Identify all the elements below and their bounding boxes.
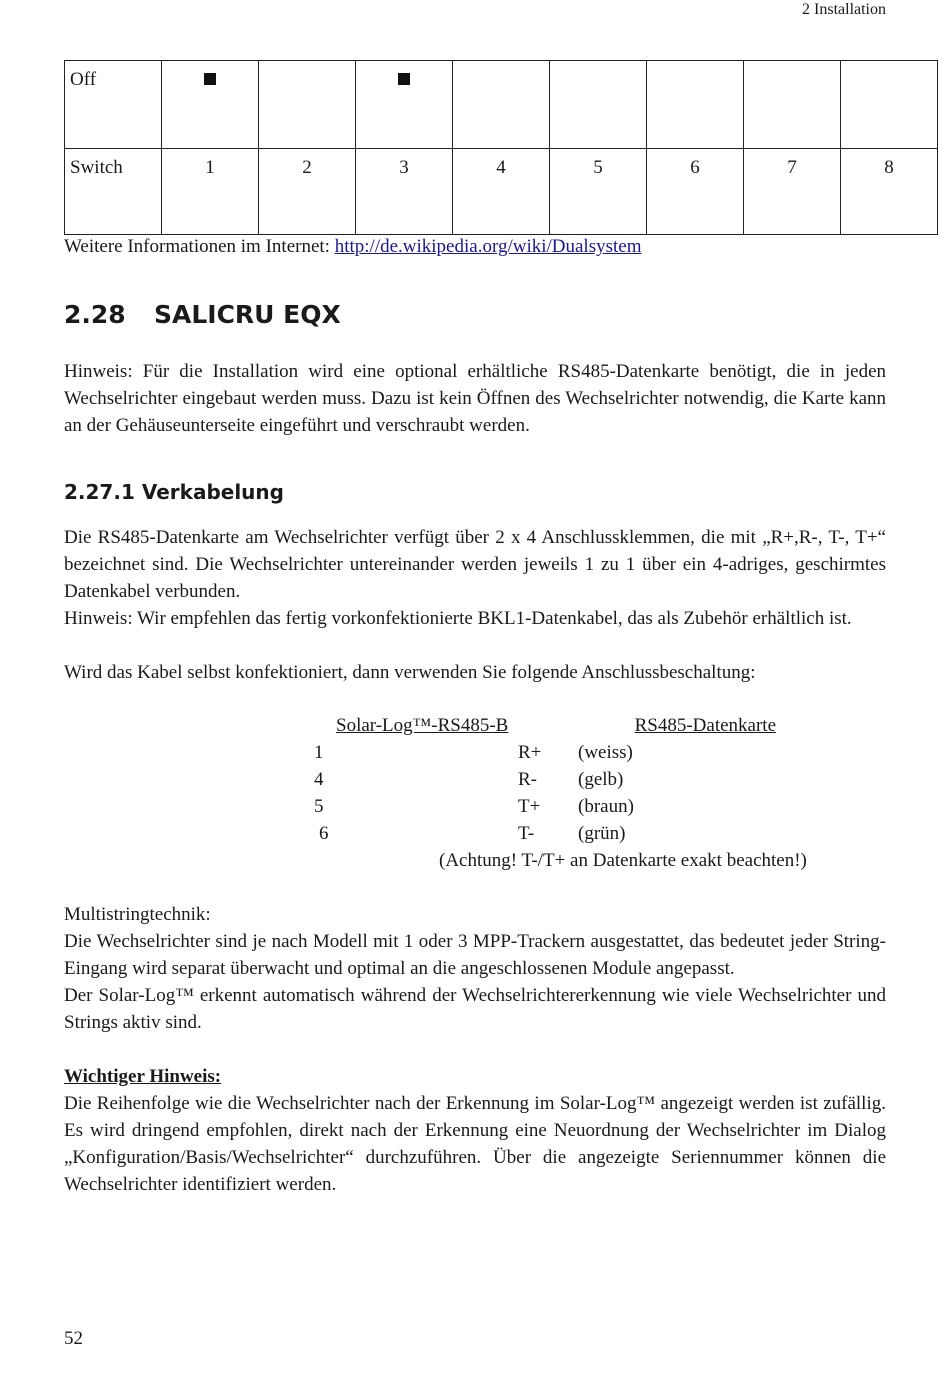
more-info-line	[64, 233, 886, 260]
wikipedia-link[interactable]: http://de.wikipedia.org/wiki/Dualsystem	[334, 236, 642, 257]
off-label: Off	[70, 69, 97, 90]
pinout-pin: 6	[319, 823, 329, 844]
hint-paragraph: Hinweis: Für die Installation wird eine optional erhältliche RS485-Datenkarte benötigt, die in jeden Wechselrichter eingebaut werden muss. Dazu ist kein Öffnen des Wechselrichter notwendig, die Karte kann an der Gehäuseunterseite eingeführt und verschraubt werden.	[64, 361, 886, 436]
subsection-title: Verkabelung	[141, 480, 284, 504]
pinout-head-left: Solar-Log™-RS485-B	[336, 715, 509, 736]
multistring-detection-paragraph: Der Solar-Log™ erkennt automatisch während der Wechselrichtererkennung wie viele Wechselrichter und Strings aktiv sind.	[64, 985, 886, 1033]
off-cell-6	[647, 61, 743, 69]
running-head: 2 Installation	[802, 1, 886, 18]
more-info-prefix: Weitere Informationen im Internet:	[64, 236, 335, 257]
section-number: 2.28	[64, 300, 126, 329]
pinout-signal: T-	[518, 823, 535, 844]
multistring-title: Multistringtechnik:	[64, 904, 211, 925]
pinout-signal: R-	[518, 769, 537, 790]
multistring-paragraph: Die Wechselrichter sind je nach Modell mit 1 oder 3 MPP-Trackern ausgestattet, das bedeutet jeder String-Eingang wird separat überwacht und optimal an die angeschlossenen Module angepasst.	[64, 931, 886, 979]
table-row-off	[65, 61, 938, 149]
page-number: 52	[64, 1328, 83, 1349]
pinout-color: (gelb)	[578, 769, 624, 790]
pinout-color: (braun)	[578, 796, 634, 817]
important-paragraph: Die Reihenfolge wie die Wechselrichter nach der Erkennung im Solar-Log™ angezeigt werden ist zufällig. Es wird dringend empfohlen, direkt nach der Erkennung eine Neuordnung der Wechselrichter im Dialog „Konfiguration/Basis/Wechselrichter“ durchzuführen. Über die angezeigte Seriennummer können die Wechselrichter identifiziert werden.	[64, 1093, 886, 1195]
off-cell-7	[744, 61, 840, 69]
dip-switch-table	[64, 60, 938, 235]
off-cell-3	[356, 61, 452, 91]
off-cell-5	[550, 61, 646, 69]
off-cell-8	[841, 61, 937, 69]
pinout-signal: T+	[518, 796, 541, 817]
on-marker-icon	[398, 73, 410, 85]
pinout-pin: 5	[314, 796, 324, 817]
off-cell-4	[453, 61, 549, 69]
pinout-pin: 4	[314, 769, 324, 790]
pinout-signal: R+	[518, 742, 542, 763]
cabling-hint-paragraph: Hinweis: Wir empfehlen das fertig vorkonfektionierte BKL1-Datenkabel, das als Zubehör erhältlich ist.	[64, 608, 852, 629]
cabling-paragraph: Die RS485-Datenkarte am Wechselrichter verfügt über 2 x 4 Anschlussklemmen, die mit „R+,R-, T-, T+“ bezeichnet sind. Die Wechselrichter untereinander werden jeweils 1 zu 1 über ein 4-adriges, geschirmtes Datenkabel verbunden.	[64, 527, 886, 602]
subsection-heading	[64, 480, 284, 504]
on-marker-icon	[204, 73, 216, 85]
section-title: SALICRU EQX	[154, 300, 341, 329]
switch-number: 3	[399, 157, 409, 178]
switch-label: Switch	[70, 157, 123, 178]
switch-number: 6	[690, 157, 700, 178]
subsection-number: 2.27.1	[64, 480, 135, 504]
section-heading	[64, 300, 341, 329]
pinout-pin: 1	[314, 742, 324, 763]
switch-number: 2	[302, 157, 312, 178]
switch-number: 8	[884, 157, 894, 178]
switch-number: 5	[593, 157, 603, 178]
switch-number: 4	[496, 157, 506, 178]
cabling-instruction: Wird das Kabel selbst konfektioniert, dann verwenden Sie folgende Anschlussbeschaltung:	[64, 662, 756, 683]
pinout-color: (weiss)	[578, 742, 633, 763]
pinout-note: (Achtung! T-/T+ an Datenkarte exakt beachten!)	[439, 850, 807, 871]
switch-number: 7	[787, 157, 797, 178]
pinout-color: (grün)	[578, 823, 626, 844]
table-row-switch	[65, 149, 938, 235]
off-cell-2	[259, 61, 355, 69]
switch-number: 1	[205, 157, 215, 178]
pinout-head-right: RS485-Datenkarte	[634, 715, 776, 736]
off-cell-1	[162, 61, 258, 91]
important-title: Wichtiger Hinweis:	[64, 1066, 222, 1087]
